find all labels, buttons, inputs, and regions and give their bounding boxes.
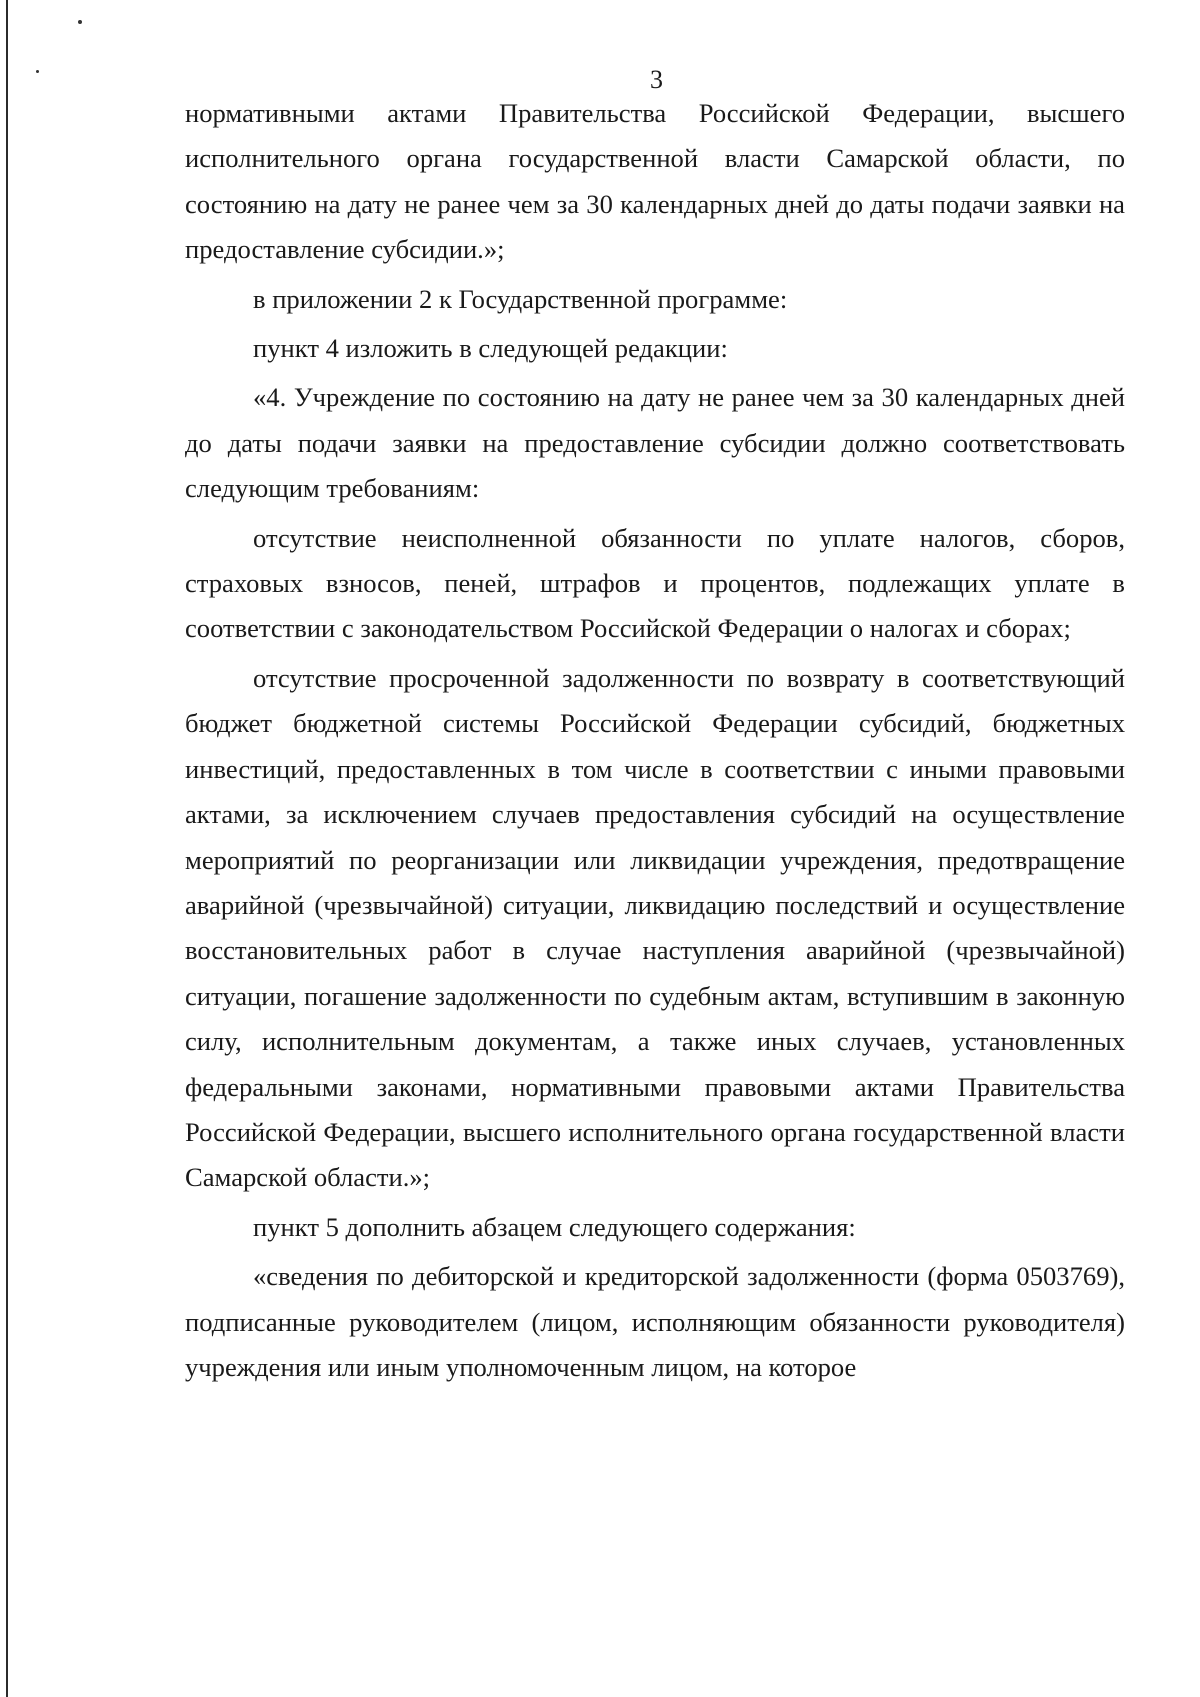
paragraph: в приложении 2 к Государственной программе:	[253, 283, 788, 314]
paragraph: пункт 5 дополнить абзацем следующего содержания:	[253, 1211, 856, 1242]
paragraph: «4. Учреждение по состоянию на дату не ранее чем за 30 календарных дней до даты подачи заявки на предоставление субсидии должно соответствовать следующим требованиям:	[185, 382, 1125, 504]
paragraph: отсутствие неисполненной обязанности по уплате налогов, сборов, страховых взносов, пеней, штрафов и процентов, подлежащих уплате в соответствии с законодательством Российской Федерации о налогах и сборах;	[185, 522, 1125, 644]
paragraph: пункт 4 изложить в следующей редакции:	[253, 333, 728, 364]
paragraph: нормативными актами Правительства Российской Федерации, высшего исполнительного органа государственной власти Самарской области, по состоянию на дату не ранее чем за 30 календарных дней до даты подачи заявки на предоставление субсидии.»;	[185, 98, 1125, 265]
paragraph: отсутствие просроченной задолженности по возврату в соответствующий бюджет бюджетной системы Российской Федерации субсидий, бюджетных инвестиций, предоставленных в том числе в соответствии с иными правовыми актами, за исключением случаев предоставления субсидий на осуществление мероприятий по реорганизации или ликвидации учреждения, предотвращение аварийной (чрезвычайной) ситуации, ликвидацию последствий и осуществление восстановительных работ в случае наступления аварийной (чрезвычайной) ситуации, погашение задолженности по судебным актам, вступившим в законную силу, исполнительным документам, а также иных случаев, установленных федеральными законами, нормативными правовыми актами Правительства Российской Федерации, высшего исполнительного органа государственной власти Самарской области.»;	[185, 662, 1125, 1193]
page-body	[185, 91, 1125, 1390]
page-number: 3	[650, 65, 663, 94]
scan-edge-line	[6, 0, 8, 1697]
paragraph: «сведения по дебиторской и кредиторской задолженности (форма 0503769), подписанные руководителем (лицом, исполняющим обязанности руководителя) учреждения или иным уполномоченным лицом, на которое	[185, 1261, 1125, 1382]
scan-speck	[78, 20, 82, 24]
